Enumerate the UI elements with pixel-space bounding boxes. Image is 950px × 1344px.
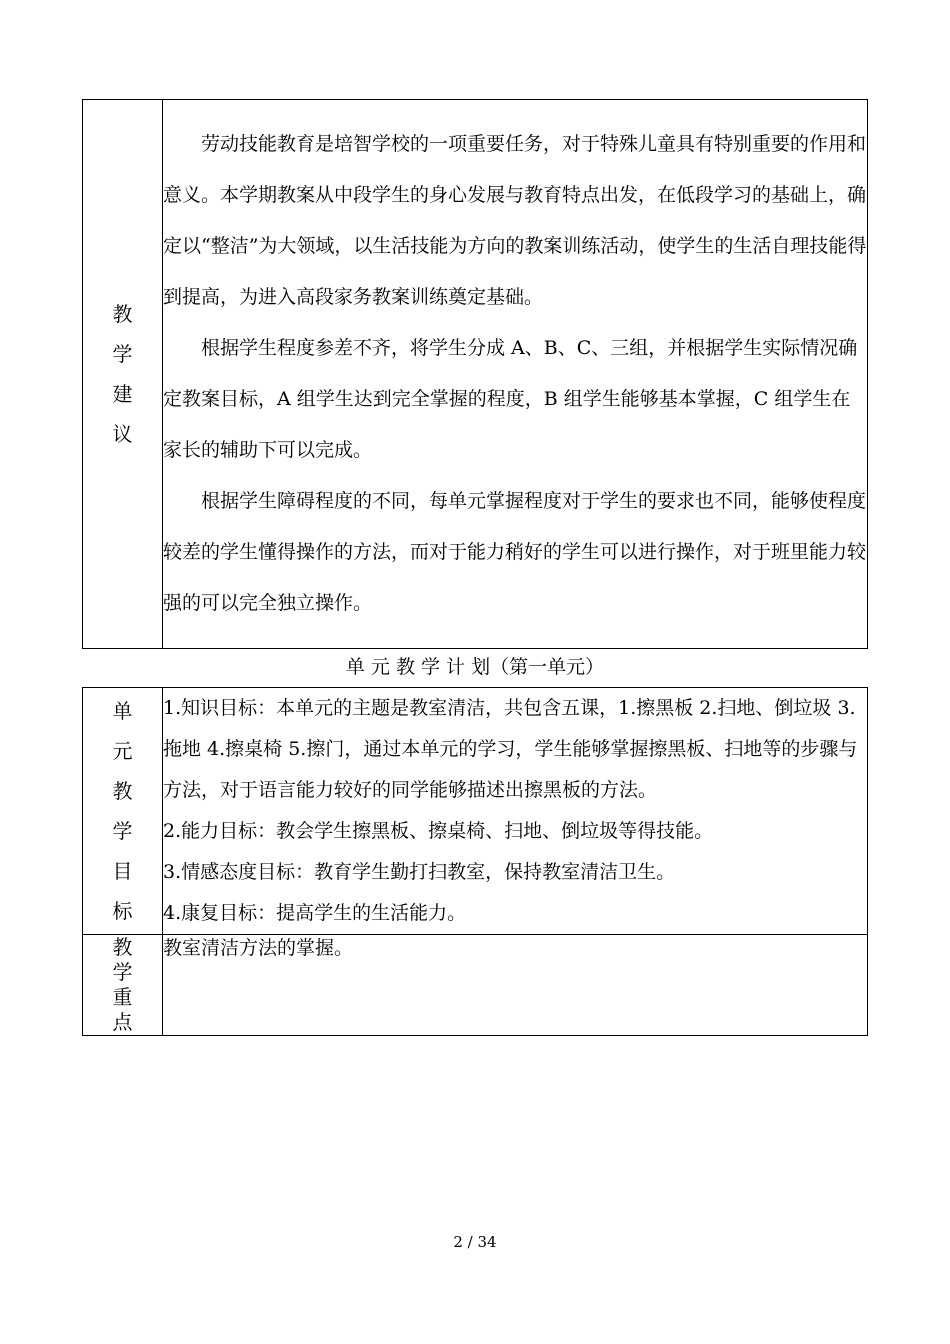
- unit-goals-content: [163, 688, 868, 935]
- label-char: 元: [112, 739, 133, 763]
- label-char: 单: [112, 699, 133, 723]
- label-char: 点: [112, 1010, 133, 1034]
- label-char: 学: [112, 342, 133, 366]
- suggestion-paragraph: 根据学生障碍程度的不同，每单元掌握程度对于学生的要求也不同，能够使程度较差的学生懂得操作的方法，而对于能力稍好的学生可以进行操作，对于班里能力较强的可以完全独立操作。: [163, 490, 867, 614]
- label-char: 建: [112, 382, 133, 406]
- goal-item: 4.康复目标：提高学生的生活能力。: [163, 902, 467, 924]
- goal-item: 2.能力目标：教会学生擦黑板、擦桌椅、扫地、倒垃圾等得技能。: [163, 820, 714, 842]
- unit-goals-label: [83, 688, 163, 935]
- teaching-suggestions-label: [83, 100, 163, 649]
- key-points-label: [83, 935, 163, 1036]
- teaching-suggestions-table: [82, 99, 868, 649]
- label-char: 教: [112, 935, 133, 959]
- label-char: 目: [112, 859, 133, 883]
- suggestion-paragraph: 根据学生程度参差不齐，将学生分成 A、B、C、三组，并根据学生实际情况确定教案目标，A 组学生达到完全掌握的程度，B 组学生能够基本掌握，C 组学生在家长的辅助下可以完成。: [163, 337, 858, 461]
- suggestion-paragraph: 劳动技能教育是培智学校的一项重要任务，对于特殊儿童具有特别重要的作用和意义。本学期教案从中段学生的身心发展与教育特点出发，在低段学习的基础上，确定以“整洁”为大领域，以生活技能为方向的教案训练活动，使学生的生活自理技能得到提高，为进入高段家务教案训练奠定基础。: [163, 133, 867, 308]
- unit-plan-caption: 单 元 教 学 计 划（第一单元）: [345, 656, 605, 678]
- key-points-content: 教室清洁方法的掌握。: [163, 935, 868, 1036]
- label-char: 标: [112, 899, 133, 923]
- label-char: 学: [112, 819, 133, 843]
- label-char: 学: [112, 960, 133, 984]
- teaching-suggestions-content: [163, 100, 868, 649]
- label-char: 教: [112, 779, 133, 803]
- goal-item: 3.情感态度目标：教育学生勤打扫教室，保持教室清洁卫生。: [163, 861, 676, 883]
- label-char: 教: [112, 302, 133, 326]
- page-number: 2 / 34: [453, 1233, 497, 1251]
- unit-plan-table: [82, 687, 868, 1036]
- label-char: 重: [112, 985, 133, 1009]
- label-char: 议: [112, 422, 133, 446]
- goal-item: 1.知识目标：本单元的主题是教室清洁，共包含五课，1.擦黑板 2.扫地、倒垃圾 3.拖地 4.擦桌椅 5.擦门，通过本单元的学习，学生能够掌握擦黑板、扫地等的步骤与方法，对于语言能力较好的同学能够描述出擦黑板的方法。: [163, 697, 858, 801]
